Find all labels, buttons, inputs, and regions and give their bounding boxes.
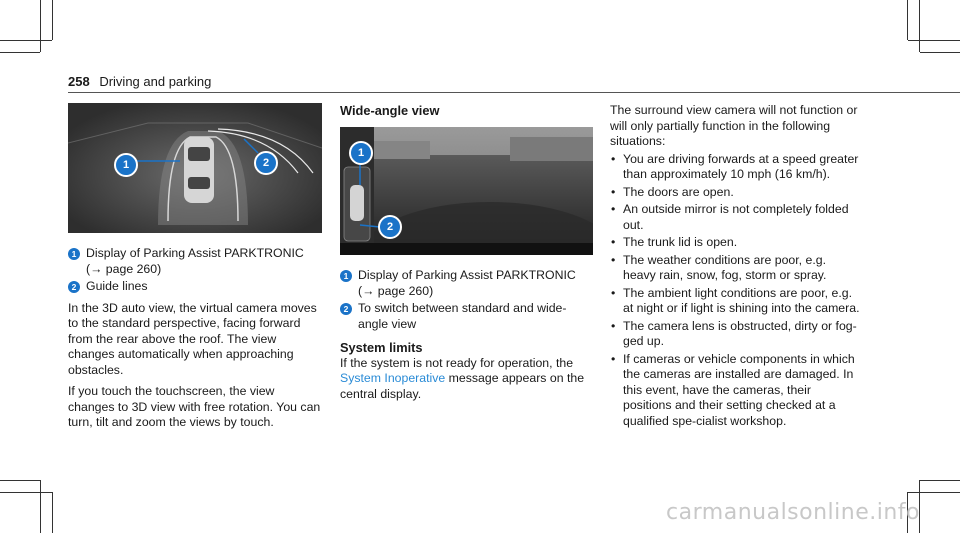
list-item: • The camera lens is obstructed, dirty or fog-ged up. bbox=[610, 319, 860, 350]
limitation-list bbox=[610, 152, 860, 430]
crop-mark bbox=[908, 40, 960, 41]
crop-mark bbox=[40, 480, 41, 533]
list-item: • If cameras or vehicle components in which the cameras are installed are damaged. In this event, have the cameras, their positions and their setting checked at a qualified spe-cialist workshop. bbox=[610, 352, 860, 430]
crop-mark bbox=[908, 492, 960, 493]
image-callout-2: 2 bbox=[378, 215, 402, 239]
crop-mark bbox=[920, 480, 960, 481]
section-title: Driving and parking bbox=[99, 74, 212, 89]
paragraph-intro: The surround view camera will not function or will only partially function in the following situations: bbox=[610, 103, 858, 148]
column-1 bbox=[68, 246, 324, 437]
list-item: • An outside mirror is not completely folded out. bbox=[610, 202, 860, 233]
crop-mark bbox=[52, 492, 53, 533]
crop-mark bbox=[0, 480, 40, 481]
column-3 bbox=[610, 103, 860, 431]
section-heading-system-limits: System limits bbox=[340, 340, 423, 355]
column-2-text bbox=[340, 268, 596, 408]
callout-2: 2 bbox=[68, 281, 80, 293]
page-number: 258 bbox=[68, 74, 90, 89]
list-item: • You are driving forwards at a speed greater than approximately 10 mph (16 km/h). bbox=[610, 152, 860, 183]
paragraph-3d-auto-view: In the 3D auto view, the virtual camera moves to the standard perspective, facing forward from the rear above the roof. The view changes automatically when approaching obstacles. bbox=[68, 300, 317, 377]
legend-text: Guide lines bbox=[86, 279, 148, 293]
crop-mark bbox=[907, 0, 908, 40]
limits-text-pre: If the system is not ready for operation, the bbox=[340, 355, 574, 370]
column-2 bbox=[340, 103, 594, 123]
limits-text-post: message appears on the central display. bbox=[340, 371, 585, 401]
crop-mark bbox=[0, 52, 40, 53]
crop-mark bbox=[0, 492, 52, 493]
image-callout-2: 2 bbox=[254, 151, 278, 175]
paragraph-touch-rotation: If you touch the touchscreen, the view changes to 3D view with free rotation. You can turn, tilt and zoom the views by touch. bbox=[68, 384, 321, 429]
section-heading-wide-angle: Wide-angle view bbox=[340, 103, 440, 118]
system-inoperative-message: System Inoperative bbox=[340, 371, 446, 385]
legend-item-1 bbox=[68, 246, 324, 277]
list-item: • The doors are open. bbox=[610, 185, 860, 201]
legend-item-2 bbox=[68, 279, 324, 295]
page-reference[interactable]: (→ page 260) bbox=[358, 283, 434, 298]
legend-item-2 bbox=[340, 301, 596, 332]
paragraph-system-limits bbox=[340, 356, 596, 403]
legend-text: Display of Parking Assist PARKTRONIC bbox=[86, 246, 304, 260]
wide-angle-image bbox=[340, 127, 593, 255]
surround-view-image bbox=[68, 103, 322, 233]
page-header bbox=[68, 74, 211, 89]
surround-view-illustration bbox=[68, 103, 322, 233]
legend-text: Display of Parking Assist PARKTRONIC bbox=[358, 268, 576, 282]
crop-mark bbox=[0, 40, 52, 41]
callout-1: 1 bbox=[340, 270, 352, 282]
page-reference[interactable]: (→ page 260) bbox=[86, 261, 162, 276]
list-item: • The weather conditions are poor, e.g. heavy rain, snow, fog, storm or spray. bbox=[610, 253, 860, 284]
callout-1: 1 bbox=[68, 248, 80, 260]
image-callout-1: 1 bbox=[114, 153, 138, 177]
callout-2: 2 bbox=[340, 303, 352, 315]
header-rule bbox=[68, 92, 960, 93]
list-item: • The ambient light conditions are poor, e.g. at night or if light is shining into the camera. bbox=[610, 286, 860, 317]
wide-angle-illustration bbox=[340, 127, 593, 255]
crop-mark bbox=[40, 0, 41, 52]
legend-item-1 bbox=[340, 268, 596, 299]
list-item: • The trunk lid is open. bbox=[610, 235, 860, 251]
legend-text: To switch between standard and wide-angle view bbox=[358, 301, 567, 331]
watermark: carmanualsonline.info bbox=[666, 500, 920, 525]
crop-mark bbox=[919, 0, 920, 52]
crop-mark bbox=[920, 52, 960, 53]
image-callout-1: 1 bbox=[349, 141, 373, 165]
crop-mark bbox=[52, 0, 53, 40]
